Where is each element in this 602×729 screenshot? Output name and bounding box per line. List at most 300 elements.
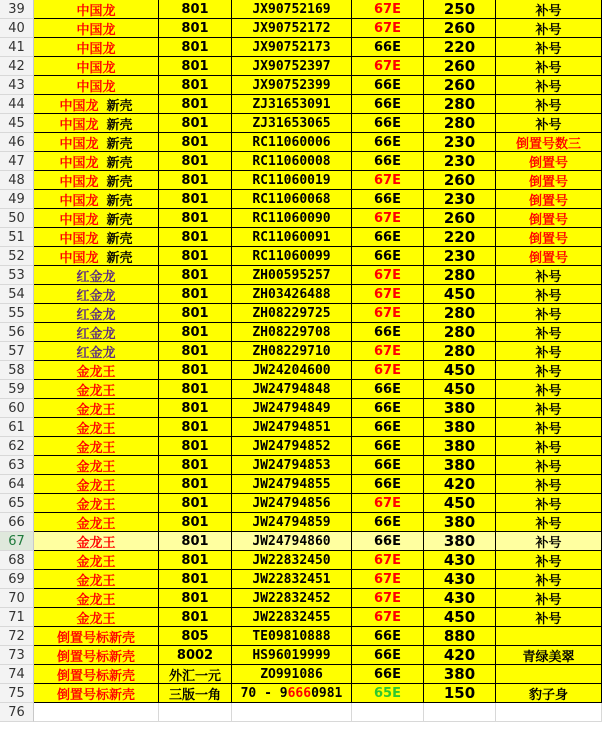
cell-name[interactable] <box>34 608 159 627</box>
cell-note[interactable]: 倒置号 <box>496 190 602 209</box>
cell-serial[interactable]: ZH08229710 <box>232 342 352 361</box>
cell-note[interactable]: 补号 <box>496 399 602 418</box>
cell-note[interactable]: 补号 <box>496 361 602 380</box>
row-number[interactable]: 76 <box>0 703 34 722</box>
cell-name[interactable] <box>34 684 159 703</box>
cell-name[interactable] <box>34 437 159 456</box>
cell-serial[interactable]: JW22832451 <box>232 570 352 589</box>
cell-name-text: 中国龙 <box>76 41 116 57</box>
cell-note[interactable]: 补号 <box>496 342 602 361</box>
cell-code[interactable]: 67E <box>352 266 424 285</box>
cell-quantity[interactable]: 三版一角 <box>159 684 232 703</box>
table-row <box>0 171 602 190</box>
cell-code[interactable]: 66E <box>352 532 424 551</box>
cell-note[interactable]: 补号 <box>496 380 602 399</box>
cell-serial[interactable]: JW24794851 <box>232 418 352 437</box>
cell-code[interactable]: 67E <box>352 171 424 190</box>
cell-quantity[interactable]: 801 <box>159 494 232 513</box>
cell-code[interactable]: 65E <box>352 684 424 703</box>
cell-price[interactable]: 430 <box>424 589 496 608</box>
table-row <box>0 57 602 76</box>
cell-code[interactable]: 66E <box>352 380 424 399</box>
cell-name[interactable] <box>34 133 159 152</box>
cell-serial[interactable]: JW22832455 <box>232 608 352 627</box>
cell-code[interactable]: 66E <box>352 437 424 456</box>
cell-code[interactable]: 67E <box>352 551 424 570</box>
row-number[interactable]: 61 <box>0 418 34 437</box>
cell-quantity[interactable]: 801 <box>159 247 232 266</box>
cell-quantity[interactable]: 801 <box>159 570 232 589</box>
cell-note[interactable] <box>496 665 602 684</box>
cell-serial[interactable]: ZH03426488 <box>232 285 352 304</box>
cell-name[interactable] <box>34 627 159 646</box>
cell-serial[interactable]: ZO991086 <box>232 665 352 684</box>
cell-serial[interactable]: ZH08229708 <box>232 323 352 342</box>
cell-price[interactable]: 280 <box>424 114 496 133</box>
cell-serial[interactable]: HS96019999 <box>232 646 352 665</box>
cell-quantity[interactable]: 801 <box>159 285 232 304</box>
cell-name-text: 红金龙 <box>76 269 116 285</box>
table-row <box>0 114 602 133</box>
row-number[interactable]: 52 <box>0 247 34 266</box>
cell-code[interactable]: 67E <box>352 494 424 513</box>
cell-code[interactable]: 66E <box>352 133 424 152</box>
cell-serial[interactable]: RC11060006 <box>232 133 352 152</box>
cell-price[interactable]: 420 <box>424 646 496 665</box>
cell-note[interactable]: 倒置号 <box>496 228 602 247</box>
cell-serial[interactable]: JW22832450 <box>232 551 352 570</box>
cell-code[interactable]: 67E <box>352 304 424 323</box>
cell-quantity[interactable]: 801 <box>159 114 232 133</box>
cell-code[interactable]: 66E <box>352 190 424 209</box>
cell-price[interactable]: 280 <box>424 342 496 361</box>
cell-quantity[interactable]: 801 <box>159 57 232 76</box>
cell-note[interactable]: 补号 <box>496 532 602 551</box>
cell-code[interactable]: 67E <box>352 342 424 361</box>
cell-code[interactable]: 67E <box>352 570 424 589</box>
cell-code[interactable]: 67E <box>352 285 424 304</box>
cell-name[interactable] <box>34 342 159 361</box>
cell-price[interactable]: 280 <box>424 304 496 323</box>
cell-name[interactable] <box>34 95 159 114</box>
cell-serial[interactable]: ZH00595257 <box>232 266 352 285</box>
cell-quantity[interactable]: 801 <box>159 437 232 456</box>
cell-note[interactable]: 倒置号 <box>496 171 602 190</box>
cell-quantity[interactable]: 801 <box>159 19 232 38</box>
cell-name[interactable] <box>34 247 159 266</box>
row-number[interactable]: 48 <box>0 171 34 190</box>
cell-quantity[interactable]: 8002 <box>159 646 232 665</box>
cell-empty[interactable] <box>352 703 424 722</box>
cell-note[interactable]: 补号 <box>496 114 602 133</box>
cell-price[interactable]: 280 <box>424 266 496 285</box>
row-number[interactable]: 72 <box>0 627 34 646</box>
cell-name[interactable] <box>34 152 159 171</box>
row-number[interactable]: 63 <box>0 456 34 475</box>
cell-price[interactable]: 430 <box>424 551 496 570</box>
cell-price[interactable]: 380 <box>424 399 496 418</box>
cell-name-text: 红金龙 <box>76 288 116 304</box>
cell-note[interactable]: 补号 <box>496 475 602 494</box>
cell-note[interactable]: 倒置号 <box>496 152 602 171</box>
cell-empty[interactable] <box>496 703 602 722</box>
cell-serial[interactable]: JW24794852 <box>232 437 352 456</box>
cell-empty[interactable] <box>232 703 352 722</box>
cell-serial[interactable]: RC11060091 <box>232 228 352 247</box>
cell-name[interactable] <box>34 171 159 190</box>
cell-name-text: 金龙王 <box>76 383 116 399</box>
row-number[interactable]: 74 <box>0 665 34 684</box>
cell-price[interactable]: 150 <box>424 684 496 703</box>
cell-price[interactable]: 230 <box>424 190 496 209</box>
cell-note[interactable]: 补号 <box>496 76 602 95</box>
cell-name-text: 中国龙 <box>59 98 99 114</box>
row-number[interactable]: 43 <box>0 76 34 95</box>
row-number[interactable]: 73 <box>0 646 34 665</box>
row-number[interactable]: 49 <box>0 190 34 209</box>
cell-serial[interactable]: RC11060090 <box>232 209 352 228</box>
table-row <box>0 133 602 152</box>
cell-price[interactable]: 260 <box>424 76 496 95</box>
cell-code[interactable]: 66E <box>352 228 424 247</box>
cell-code[interactable]: 66E <box>352 323 424 342</box>
cell-name[interactable] <box>34 0 159 19</box>
serial-part: 0981 <box>311 685 343 701</box>
cell-price[interactable]: 260 <box>424 171 496 190</box>
row-number[interactable]: 75 <box>0 684 34 703</box>
cell-price[interactable]: 430 <box>424 570 496 589</box>
row-number[interactable]: 42 <box>0 57 34 76</box>
row-number[interactable]: 47 <box>0 152 34 171</box>
cell-note[interactable]: 补号 <box>496 38 602 57</box>
cell-note[interactable]: 倒置号数三 <box>496 133 602 152</box>
cell-name[interactable] <box>34 266 159 285</box>
cell-serial[interactable]: JX90752172 <box>232 19 352 38</box>
serial-part: 70 - 9 <box>240 685 288 701</box>
cell-empty[interactable] <box>34 703 159 722</box>
cell-price[interactable]: 230 <box>424 247 496 266</box>
cell-name[interactable] <box>34 399 159 418</box>
cell-quantity[interactable]: 801 <box>159 323 232 342</box>
cell-note[interactable]: 补号 <box>496 285 602 304</box>
cell-serial[interactable]: ZH08229725 <box>232 304 352 323</box>
cell-name-text: 金龙王 <box>76 402 116 418</box>
cell-serial[interactable]: JX90752173 <box>232 38 352 57</box>
cell-note[interactable]: 倒置号 <box>496 247 602 266</box>
cell-price[interactable]: 450 <box>424 285 496 304</box>
cell-quantity[interactable]: 外汇一元 <box>159 665 232 684</box>
cell-name-text: 中国龙 <box>76 3 116 19</box>
cell-serial[interactable]: JX90752397 <box>232 57 352 76</box>
row-number[interactable]: 55 <box>0 304 34 323</box>
cell-name[interactable] <box>34 646 159 665</box>
cell-code[interactable]: 66E <box>352 76 424 95</box>
cell-name[interactable] <box>34 513 159 532</box>
cell-name[interactable] <box>34 228 159 247</box>
cell-quantity[interactable]: 805 <box>159 627 232 646</box>
cell-name[interactable] <box>34 475 159 494</box>
cell-code[interactable]: 67E <box>352 57 424 76</box>
cell-code[interactable]: 66E <box>352 475 424 494</box>
cell-note[interactable]: 补号 <box>496 589 602 608</box>
cell-name-text: 中国龙 <box>59 117 99 133</box>
cell-quantity[interactable]: 801 <box>159 475 232 494</box>
table-row <box>0 627 602 646</box>
row-number[interactable]: 70 <box>0 589 34 608</box>
table-row <box>0 589 602 608</box>
row-number[interactable]: 60 <box>0 399 34 418</box>
row-number[interactable]: 45 <box>0 114 34 133</box>
cell-quantity[interactable]: 801 <box>159 418 232 437</box>
cell-code[interactable]: 67E <box>352 19 424 38</box>
row-number[interactable]: 50 <box>0 209 34 228</box>
cell-code[interactable]: 67E <box>352 0 424 19</box>
cell-price[interactable]: 420 <box>424 475 496 494</box>
cell-note[interactable]: 豹子身 <box>496 684 602 703</box>
cell-quantity[interactable]: 801 <box>159 342 232 361</box>
cell-price[interactable]: 220 <box>424 38 496 57</box>
row-number[interactable]: 53 <box>0 266 34 285</box>
cell-name[interactable] <box>34 19 159 38</box>
cell-serial[interactable]: JW24794859 <box>232 513 352 532</box>
cell-code[interactable]: 66E <box>352 627 424 646</box>
cell-serial[interactable]: TE09810888 <box>232 627 352 646</box>
cell-serial[interactable]: JW24794855 <box>232 475 352 494</box>
cell-name-text: 金龙王 <box>76 611 116 627</box>
cell-note[interactable]: 补号 <box>496 570 602 589</box>
cell-note[interactable]: 补号 <box>496 95 602 114</box>
cell-note[interactable]: 补号 <box>496 19 602 38</box>
row-number[interactable]: 54 <box>0 285 34 304</box>
cell-note[interactable]: 补号 <box>496 494 602 513</box>
cell-price[interactable]: 280 <box>424 323 496 342</box>
cell-name[interactable] <box>34 361 159 380</box>
cell-name[interactable] <box>34 665 159 684</box>
cell-quantity[interactable]: 801 <box>159 608 232 627</box>
cell-name-text: 金龙王 <box>76 440 116 456</box>
cell-code[interactable]: 67E <box>352 608 424 627</box>
row-number[interactable]: 69 <box>0 570 34 589</box>
row-number[interactable]: 41 <box>0 38 34 57</box>
cell-price[interactable]: 450 <box>424 380 496 399</box>
row-number[interactable]: 68 <box>0 551 34 570</box>
cell-note[interactable]: 补号 <box>496 418 602 437</box>
cell-quantity[interactable]: 801 <box>159 95 232 114</box>
table-row <box>0 608 602 627</box>
cell-quantity[interactable]: 801 <box>159 589 232 608</box>
cell-price[interactable]: 450 <box>424 494 496 513</box>
cell-name[interactable] <box>34 76 159 95</box>
cell-code[interactable]: 66E <box>352 513 424 532</box>
cell-quantity[interactable]: 801 <box>159 304 232 323</box>
cell-serial[interactable]: JW24794856 <box>232 494 352 513</box>
row-number[interactable]: 40 <box>0 19 34 38</box>
cell-code[interactable]: 66E <box>352 418 424 437</box>
cell-quantity[interactable]: 801 <box>159 380 232 399</box>
cell-serial[interactable]: ZJ31653065 <box>232 114 352 133</box>
cell-note[interactable]: 补号 <box>496 456 602 475</box>
cell-name-text: 金龙王 <box>76 554 116 570</box>
cell-price[interactable]: 260 <box>424 57 496 76</box>
table-row <box>0 665 602 684</box>
row-number[interactable]: 39 <box>0 0 34 19</box>
cell-serial[interactable]: RC11060008 <box>232 152 352 171</box>
cell-price[interactable]: 450 <box>424 361 496 380</box>
cell-name-text: 中国龙 <box>76 60 116 76</box>
cell-name[interactable] <box>34 551 159 570</box>
cell-name[interactable] <box>34 418 159 437</box>
cell-quantity[interactable]: 801 <box>159 38 232 57</box>
cell-code[interactable]: 66E <box>352 247 424 266</box>
row-number[interactable]: 64 <box>0 475 34 494</box>
cell-serial[interactable]: ZJ31653091 <box>232 95 352 114</box>
cell-code[interactable]: 67E <box>352 361 424 380</box>
cell-price[interactable]: 380 <box>424 456 496 475</box>
cell-name-suffix: 新壳 <box>106 117 133 133</box>
cell-empty[interactable] <box>424 703 496 722</box>
cell-name-text: 金龙王 <box>76 592 116 608</box>
cell-note[interactable] <box>496 627 602 646</box>
row-number[interactable]: 59 <box>0 380 34 399</box>
cell-price[interactable]: 450 <box>424 608 496 627</box>
cell-note[interactable]: 补号 <box>496 551 602 570</box>
cell-note[interactable]: 补号 <box>496 323 602 342</box>
cell-code[interactable]: 67E <box>352 209 424 228</box>
cell-note[interactable]: 补号 <box>496 266 602 285</box>
cell-note[interactable]: 补号 <box>496 437 602 456</box>
cell-name[interactable] <box>34 589 159 608</box>
cell-note[interactable]: 补号 <box>496 0 602 19</box>
row-number[interactable]: 51 <box>0 228 34 247</box>
cell-price[interactable]: 880 <box>424 627 496 646</box>
cell-name[interactable] <box>34 114 159 133</box>
cell-code[interactable]: 66E <box>352 665 424 684</box>
cell-serial[interactable]: JX90752399 <box>232 76 352 95</box>
cell-name[interactable] <box>34 494 159 513</box>
cell-name[interactable] <box>34 456 159 475</box>
cell-quantity[interactable]: 801 <box>159 228 232 247</box>
cell-quantity[interactable]: 801 <box>159 76 232 95</box>
cell-name-suffix: 新壳 <box>106 136 133 152</box>
cell-name[interactable] <box>34 380 159 399</box>
cell-note[interactable]: 补号 <box>496 57 602 76</box>
cell-code[interactable]: 66E <box>352 399 424 418</box>
cell-name-text: 金龙王 <box>76 573 116 589</box>
cell-price[interactable]: 250 <box>424 0 496 19</box>
cell-code[interactable]: 66E <box>352 646 424 665</box>
cell-quantity[interactable]: 801 <box>159 399 232 418</box>
cell-serial[interactable]: JW22832452 <box>232 589 352 608</box>
cell-serial[interactable]: RC11060068 <box>232 190 352 209</box>
cell-quantity[interactable]: 801 <box>159 266 232 285</box>
cell-serial[interactable]: JW24794860 <box>232 532 352 551</box>
row-number[interactable]: 66 <box>0 513 34 532</box>
cell-name-text: 金龙王 <box>76 421 116 437</box>
cell-quantity[interactable]: 801 <box>159 209 232 228</box>
cell-quantity[interactable]: 801 <box>159 456 232 475</box>
cell-name[interactable] <box>34 304 159 323</box>
cell-note[interactable]: 补号 <box>496 304 602 323</box>
cell-name[interactable] <box>34 38 159 57</box>
cell-price[interactable]: 380 <box>424 418 496 437</box>
row-number[interactable]: 71 <box>0 608 34 627</box>
table-row <box>0 38 602 57</box>
cell-note[interactable]: 补号 <box>496 513 602 532</box>
cell-name-suffix: 新壳 <box>106 193 133 209</box>
row-number[interactable]: 56 <box>0 323 34 342</box>
cell-serial[interactable]: JW24204600 <box>232 361 352 380</box>
cell-code[interactable]: 66E <box>352 95 424 114</box>
cell-price[interactable]: 230 <box>424 133 496 152</box>
cell-price[interactable]: 380 <box>424 665 496 684</box>
cell-code[interactable]: 66E <box>352 152 424 171</box>
cell-name[interactable] <box>34 532 159 551</box>
cell-quantity[interactable]: 801 <box>159 152 232 171</box>
cell-name[interactable] <box>34 323 159 342</box>
cell-serial[interactable]: JW24794848 <box>232 380 352 399</box>
row-number[interactable]: 44 <box>0 95 34 114</box>
cell-name[interactable] <box>34 190 159 209</box>
cell-serial[interactable]: RC11060019 <box>232 171 352 190</box>
cell-quantity[interactable]: 801 <box>159 513 232 532</box>
cell-quantity[interactable]: 801 <box>159 171 232 190</box>
cell-code[interactable]: 66E <box>352 38 424 57</box>
table-row <box>0 285 602 304</box>
row-number[interactable]: 65 <box>0 494 34 513</box>
cell-note[interactable]: 青绿美翠 <box>496 646 602 665</box>
cell-price[interactable]: 380 <box>424 437 496 456</box>
cell-price[interactable]: 280 <box>424 95 496 114</box>
cell-code[interactable]: 66E <box>352 114 424 133</box>
row-number[interactable]: 67 <box>0 532 34 551</box>
cell-price[interactable]: 220 <box>424 228 496 247</box>
cell-serial[interactable] <box>232 684 352 703</box>
row-number[interactable]: 46 <box>0 133 34 152</box>
cell-code[interactable]: 67E <box>352 589 424 608</box>
cell-empty[interactable] <box>159 703 232 722</box>
cell-quantity[interactable]: 801 <box>159 361 232 380</box>
cell-name-text: 红金龙 <box>76 345 116 361</box>
cell-quantity[interactable]: 801 <box>159 551 232 570</box>
serial-part: 666 <box>287 685 312 701</box>
cell-price[interactable]: 380 <box>424 532 496 551</box>
cell-quantity[interactable]: 801 <box>159 0 232 19</box>
cell-code[interactable]: 66E <box>352 456 424 475</box>
cell-note[interactable]: 倒置号 <box>496 209 602 228</box>
cell-quantity[interactable]: 801 <box>159 532 232 551</box>
cell-note[interactable]: 补号 <box>496 608 602 627</box>
cell-price[interactable]: 230 <box>424 152 496 171</box>
cell-price[interactable]: 380 <box>424 513 496 532</box>
row-number[interactable]: 62 <box>0 437 34 456</box>
cell-serial[interactable]: JX90752169 <box>232 0 352 19</box>
cell-price[interactable]: 260 <box>424 19 496 38</box>
row-number[interactable]: 57 <box>0 342 34 361</box>
cell-price[interactable]: 260 <box>424 209 496 228</box>
cell-quantity[interactable]: 801 <box>159 133 232 152</box>
cell-serial[interactable]: RC11060099 <box>232 247 352 266</box>
cell-name[interactable] <box>34 57 159 76</box>
cell-serial[interactable]: JW24794849 <box>232 399 352 418</box>
table-row <box>0 456 602 475</box>
row-number[interactable]: 58 <box>0 361 34 380</box>
cell-name[interactable] <box>34 570 159 589</box>
cell-serial[interactable]: JW24794853 <box>232 456 352 475</box>
cell-name-text: 中国龙 <box>76 79 116 95</box>
cell-name[interactable] <box>34 209 159 228</box>
cell-quantity[interactable]: 801 <box>159 190 232 209</box>
cell-name[interactable] <box>34 285 159 304</box>
